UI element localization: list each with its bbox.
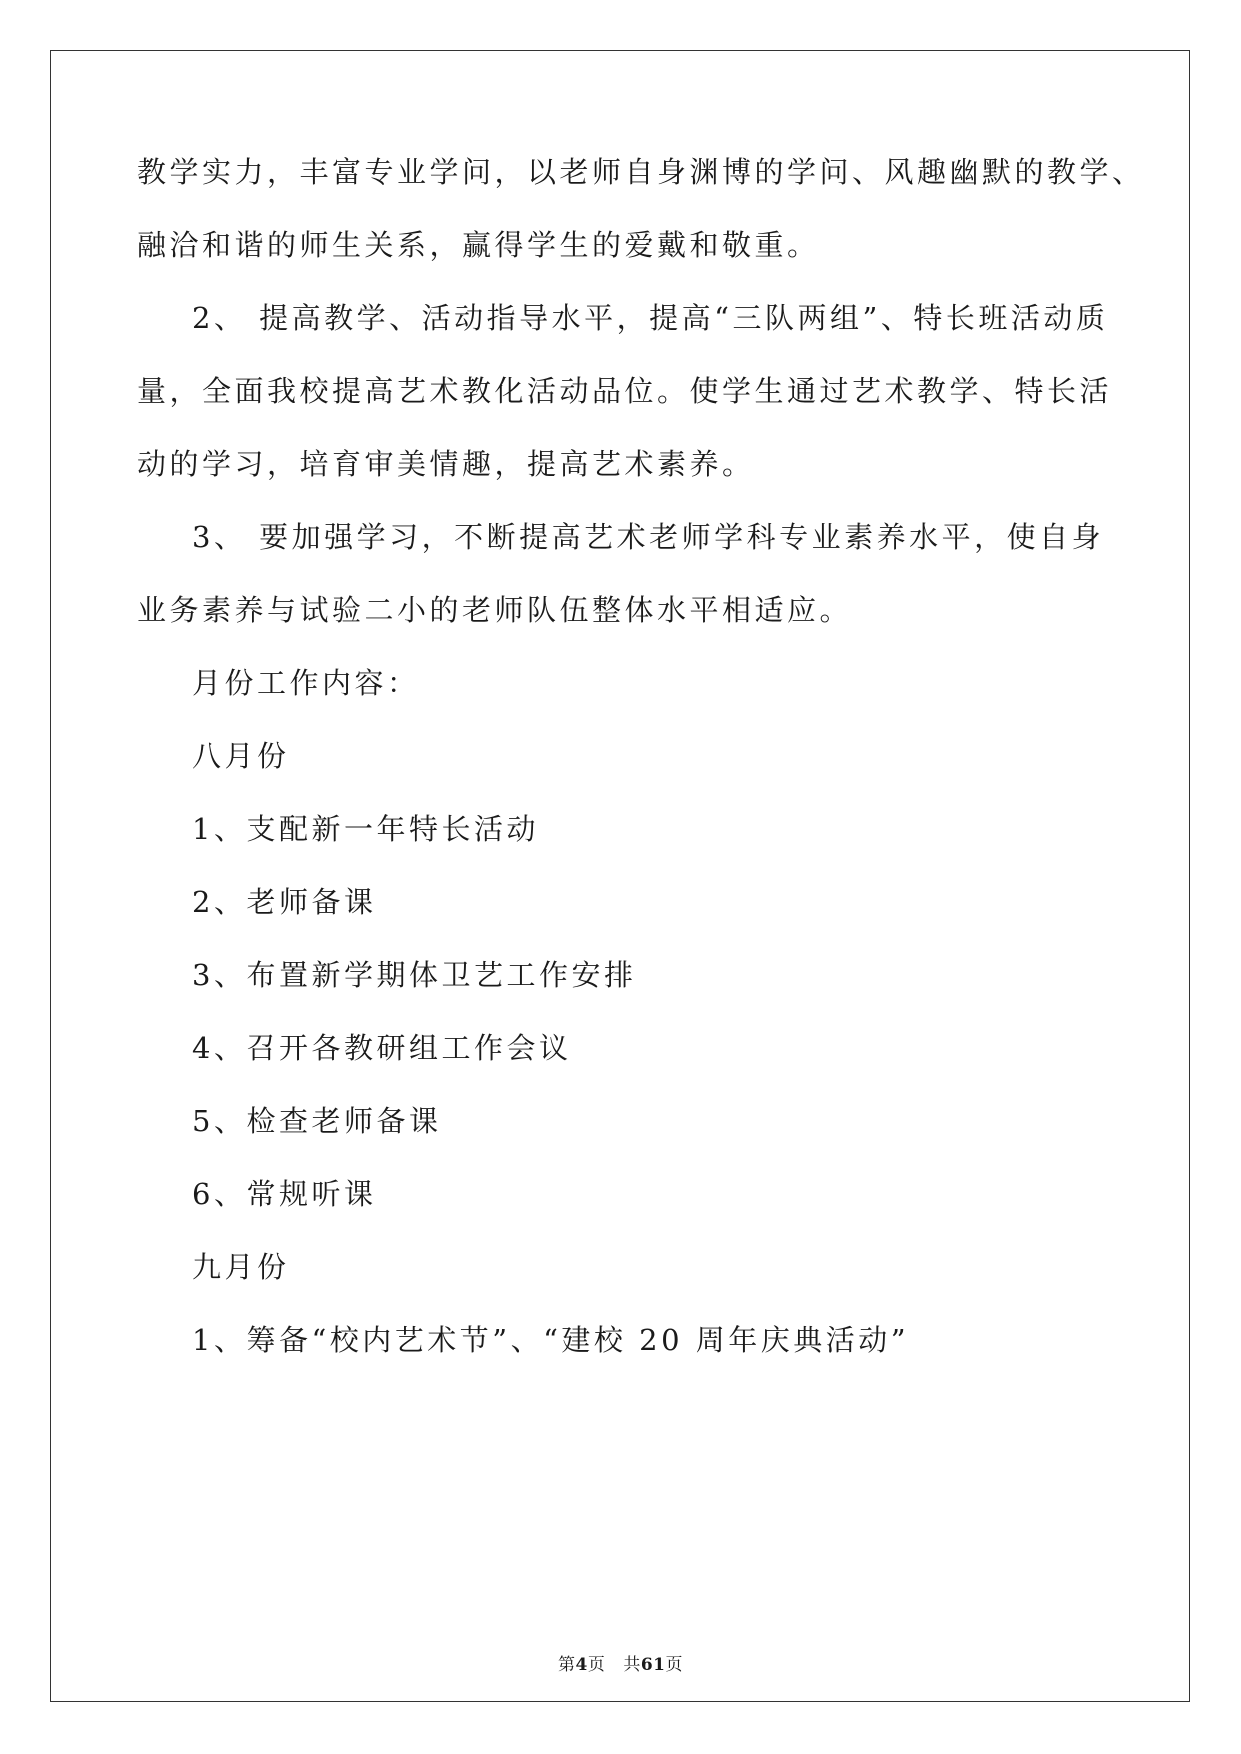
month-heading-august: 八月份 bbox=[192, 739, 290, 773]
section-heading-monthly-work: 月份工作内容： bbox=[192, 666, 420, 700]
page-number: 4 bbox=[575, 1655, 588, 1675]
list-item: 6、常规听课 bbox=[192, 1177, 377, 1211]
paragraph-1-line-2: 融洽和谐的师生关系，赢得学生的爱戴和敬重。 bbox=[137, 228, 820, 262]
page-prefix: 第 bbox=[557, 1655, 576, 1675]
list-item: 4、召开各教研组工作会议 bbox=[192, 1031, 572, 1065]
paragraph-3-line-1: 3、 要加强学习，不断提高艺术老师学科专业素养水平，使自身 bbox=[192, 520, 1105, 554]
total-prefix: 共 bbox=[623, 1655, 641, 1675]
total-pages: 61 bbox=[640, 1655, 666, 1675]
paragraph-2-line-1: 2、 提高教学、活动指导水平，提高“三队两组”、特长班活动质 bbox=[192, 301, 1109, 335]
list-item: 1、筹备“校内艺术节”、“建校 20 周年庆典活动” bbox=[192, 1323, 910, 1357]
paragraph-1-line-1: 教学实力，丰富专业学问，以老师自身渊博的学问、风趣幽默的教学、 bbox=[137, 155, 1145, 189]
paragraph-3-line-2: 业务素养与试验二小的老师队伍整体水平相适应。 bbox=[137, 593, 853, 627]
page-suffix: 页 bbox=[587, 1655, 606, 1675]
month-heading-september: 九月份 bbox=[192, 1250, 290, 1284]
list-item: 2、老师备课 bbox=[192, 885, 377, 919]
paragraph-2-line-3: 动的学习，培育审美情趣，提高艺术素养。 bbox=[137, 447, 755, 481]
list-item: 1、支配新一年特长活动 bbox=[192, 812, 539, 846]
total-suffix: 页 bbox=[665, 1655, 683, 1675]
page-footer bbox=[0, 1653, 1241, 1677]
paragraph-2-line-2: 量，全面我校提高艺术教化活动品位。使学生通过艺术教学、特长活 bbox=[137, 374, 1113, 408]
list-item: 5、检查老师备课 bbox=[192, 1104, 442, 1138]
list-item: 3、布置新学期体卫艺工作安排 bbox=[192, 958, 637, 992]
